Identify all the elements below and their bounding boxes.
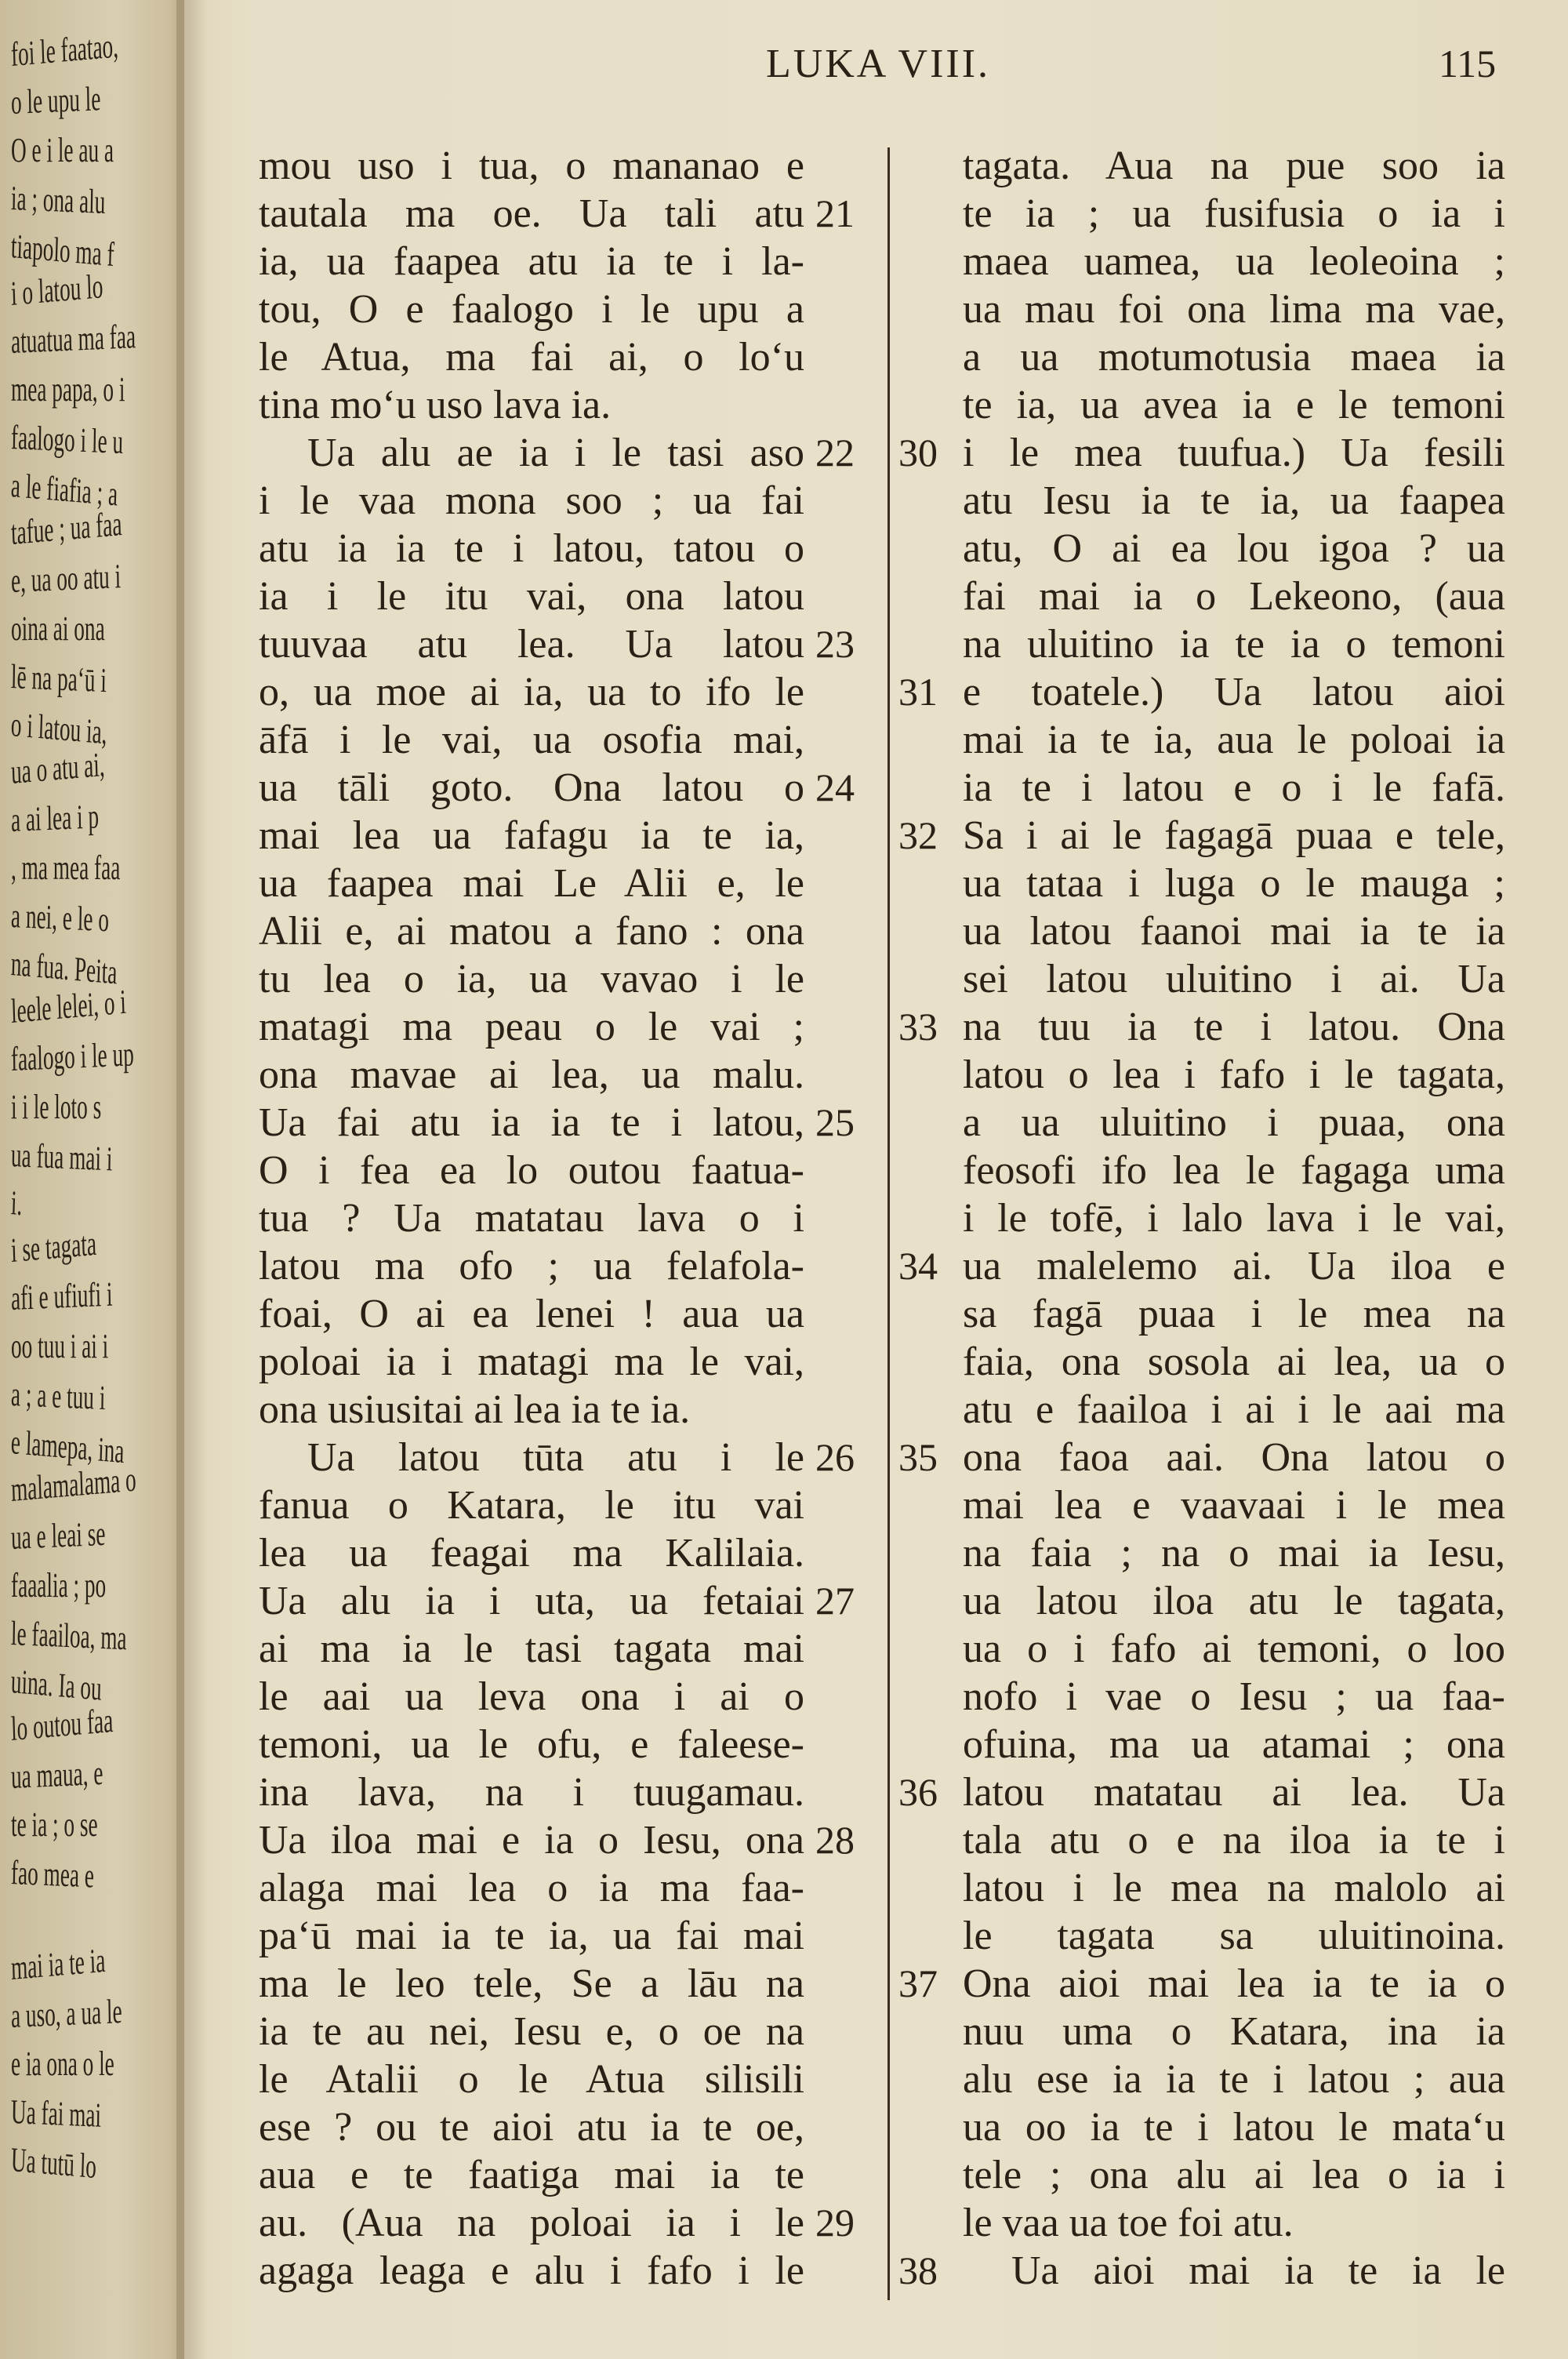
text-line: latou ma ofo ; ua felafola-: [259, 1244, 804, 1289]
text-line: matagi ma peau o le vai ;: [259, 1005, 804, 1049]
text-line: ua o i fafo ai temoni, o loo: [963, 1627, 1505, 1671]
text-line: faia, ona sosola ai lea, ua o: [963, 1339, 1505, 1384]
text-line: ona mavae ai lea, ua malu.: [259, 1052, 804, 1097]
text-line: mai lea ua fafagu ia te ia,: [259, 813, 804, 858]
facing-page-fragment: ua e leai se: [10, 1514, 106, 1557]
facing-page-fragment: i.: [10, 1183, 24, 1223]
left-text-column: [259, 142, 855, 2295]
text-line: temoni, ua le ofu, e faleese-: [259, 1722, 804, 1767]
facing-page-fragment: ua o atu ai,: [10, 744, 106, 791]
text-line: Ua iloa mai e ia o Iesu, ona: [259, 1818, 804, 1863]
verse-number: 35: [898, 1435, 938, 1479]
text-line: a ua motumotusia maea ia: [963, 335, 1505, 380]
verse-number: 25: [815, 1100, 855, 1144]
facing-page-fragment: faaalia ; po: [11, 1566, 107, 1605]
facing-page-fragment: e ia ona o le: [11, 2045, 114, 2083]
text-line: e toatele.) Ua latou aioi: [963, 670, 1505, 714]
text-line: ua oo ia te i latou le mata‘u: [963, 2105, 1505, 2150]
facing-page-fragment: le faailoa, ma: [10, 1614, 128, 1658]
text-line: tua ? Ua matatau lava o i: [259, 1196, 804, 1241]
text-line: mai ia te ia, aua le poloai ia: [963, 718, 1505, 762]
text-line: tuuvaa atu lea. Ua latou: [259, 622, 804, 667]
facing-page-fragment: faalogo i le u: [10, 418, 124, 462]
text-line: agaga leaga e alu i fafo i le: [259, 2248, 804, 2293]
text-line: tina mo‘u uso lava ia.: [259, 383, 612, 427]
facing-page-fragment: Ua fai mai: [10, 2092, 102, 2135]
facing-page-fragment: ia ; ona alu: [10, 179, 106, 222]
verse-number: 30: [898, 431, 938, 474]
verse-number: 31: [898, 670, 938, 714]
text-line: ua mau foi ona lima ma vae,: [963, 287, 1505, 332]
text-line: Ona aioi mai lea ia te ia o: [963, 1961, 1505, 2006]
facing-page-fragment: mai ia te ia: [10, 1940, 107, 1987]
text-line: tagata. Aua na pue soo ia: [963, 144, 1505, 188]
verse-number: 26: [815, 1435, 855, 1479]
text-line: ia te au nei, Iesu e, o oe na: [259, 2009, 804, 2054]
text-line: latou i le mea na malolo ai: [963, 1866, 1505, 1910]
text-line: au. (Aua na poloai ia i le: [259, 2201, 804, 2245]
column-divider: [887, 147, 890, 2300]
verse-number: 36: [898, 1770, 938, 1814]
text-line: ofuina, ma ua atamai ; ona: [963, 1722, 1505, 1767]
text-line: pa‘ū mai ia te ia, ua fai mai: [259, 1914, 804, 1958]
text-line: sei latou uluitino i ai. Ua: [963, 957, 1505, 1001]
facing-page-fragment: mea papa, o i: [11, 370, 125, 409]
verse-number: 38: [898, 2248, 938, 2292]
text-line: Ua alu ae ia i le tasi aso: [307, 431, 804, 475]
text-line: tala atu o e na iloa ia te i: [963, 1818, 1505, 1863]
text-line: le Atalii o le Atua silisili: [259, 2057, 804, 2102]
facing-page-fragment: uina. Ia ou: [10, 1662, 103, 1708]
text-line: i le mea tuufua.) Ua fesili: [963, 431, 1505, 475]
text-line: poloai ia i matagi ma le vai,: [259, 1339, 804, 1384]
text-line: Ua latou tūta atu i le: [307, 1435, 804, 1480]
text-line: a ua uluitino i puaa, ona: [963, 1100, 1505, 1145]
facing-page-fragment: fao mea e: [10, 1853, 95, 1896]
facing-page-fragment: lē na pa‘ū i: [10, 657, 107, 700]
facing-page-fragment: e lamepa, ina: [10, 1423, 125, 1471]
facing-page-fragment: a ai lea i p: [10, 797, 100, 839]
facing-page-fragment: na fua. Peita: [10, 944, 118, 992]
facing-page-fragment: afi e ufiufi i: [10, 1274, 113, 1318]
verse-number: 28: [815, 1818, 855, 1862]
text-line: ua faapea mai Le Alii e, le: [259, 861, 804, 906]
text-line: Alii e, ai matou a fano : ona: [259, 909, 804, 954]
verse-number: 32: [898, 813, 938, 857]
facing-page-fragment: O e i le au a: [11, 131, 114, 169]
facing-page-fragment: a ; a e tuu i: [10, 1375, 106, 1418]
text-line: ia i le itu vai, ona latou: [259, 574, 804, 619]
facing-page-fragment: a uso, a ua le: [10, 1992, 122, 2035]
verse-number: 24: [815, 765, 855, 809]
text-line: mai lea e vaavaai i le mea: [963, 1483, 1505, 1528]
text-line: na uluitino ia te ia o temoni: [963, 622, 1505, 667]
text-line: alaga mai lea o ia ma faa-: [259, 1866, 804, 1910]
text-line: atu ia ia te i latou, tatou o: [259, 526, 804, 571]
text-line: maea uamea, ua leoleoina ;: [963, 239, 1505, 284]
text-line: le tagata sa uluitinoina.: [963, 1914, 1505, 1958]
verse-number: 21: [815, 191, 855, 235]
facing-page-fragment: o i latou ia,: [10, 705, 108, 752]
text-line: ua tāli goto. Ona latou o: [259, 765, 804, 810]
facing-page-fragment: tiapolo ma f: [10, 227, 115, 274]
text-line: alu ese ia ia te i latou ; aua: [963, 2057, 1505, 2102]
text-line: tele ; ona alu ai lea o ia i: [963, 2153, 1505, 2197]
text-line: le aai ua leva ona i ai o: [259, 1674, 804, 1719]
text-line: te ia, ua avea ia e le temoni: [963, 383, 1505, 427]
text-line: mou uso i tua, o mananao e: [259, 144, 804, 188]
text-line: atu Iesu ia te ia, ua faapea: [963, 478, 1505, 523]
text-line: ona faoa aai. Ona latou o: [963, 1435, 1505, 1480]
text-line: foai, O ai ea lenei ! aua ua: [259, 1292, 804, 1336]
text-line: Sa i ai le fagagā puaa e tele,: [963, 813, 1505, 858]
facing-page-fragment: atuatua ma faa: [10, 317, 136, 361]
text-line: atu, O ai ea lou igoa ? ua: [963, 526, 1505, 571]
facing-page-edge: [0, 0, 184, 2359]
text-line: feosofi ifo lea le fagaga uma: [963, 1148, 1505, 1193]
text-line: latou matatau ai lea. Ua: [963, 1770, 1505, 1815]
text-line: lea ua feagai ma Kalilaia.: [259, 1531, 804, 1576]
text-line: Ua alu ia i uta, ua fetaiai: [259, 1579, 804, 1623]
text-line: O i fea ea lo outou faatua-: [259, 1148, 804, 1193]
text-line: ina lava, na i tuugamau.: [259, 1770, 804, 1815]
page-number: 115: [1439, 42, 1497, 85]
text-line: nuu uma o Katara, ina ia: [963, 2009, 1505, 2054]
text-line: na tuu ia te i latou. Ona: [963, 1005, 1505, 1049]
text-line: ua latou iloa atu le tagata,: [963, 1579, 1505, 1623]
text-line: tu lea o ia, ua vavao i le: [259, 957, 804, 1001]
facing-page-fragment: leele lelei, o i: [10, 982, 127, 1030]
verse-number: 29: [815, 2201, 855, 2245]
text-line: ua latou faanoi mai ia te ia: [963, 909, 1505, 954]
text-line: te ia ; ua fusifusia o ia i: [963, 191, 1505, 236]
facing-page-fragment: o le upu le: [10, 79, 101, 122]
facing-page-fragment: i o latou lo: [10, 267, 104, 313]
facing-page-fragment: a nei, e le o: [10, 896, 110, 940]
text-line: ese ? ou te aioi atu ia te oe,: [259, 2105, 804, 2150]
text-line: ma le leo tele, Se a lāu na: [259, 1961, 804, 2006]
facing-page-fragment: i se tagata: [10, 1223, 97, 1270]
text-line: sa fagā puaa i le mea na: [963, 1292, 1505, 1336]
verse-number: 37: [898, 1961, 938, 2005]
facing-page-fragment: oo tuu i ai i: [11, 1327, 109, 1365]
text-line: ai ma ia le tasi tagata mai: [259, 1627, 804, 1671]
facing-page-fragment: tafue ; ua faa: [10, 504, 123, 552]
book-gutter-shadow: [176, 0, 208, 2359]
text-line: ia, ua faapea atu ia te i la-: [259, 239, 804, 284]
right-text-column: [898, 142, 1505, 2295]
verse-number: 23: [815, 622, 855, 666]
text-line: na faia ; na o mai ia Iesu,: [963, 1531, 1505, 1576]
text-line: ua malelemo ai. Ua iloa e: [963, 1244, 1505, 1289]
facing-page-fragment: faalogo i le up: [10, 1034, 135, 1078]
text-line: āfā i le vai, ua osofia mai,: [259, 718, 804, 762]
text-line: i le vaa mona soo ; ua fai: [259, 478, 804, 523]
text-line: tou, O e faalogo i le upu a: [259, 287, 804, 332]
facing-page-fragment: oina ai ona: [11, 609, 105, 648]
text-line: o, ua moe ai ia, ua to ifo le: [259, 670, 804, 714]
running-header-title: LUKA VIII.: [765, 42, 991, 86]
facing-page-fragment: i i le loto s: [11, 1088, 102, 1126]
text-line: latou o lea i fafo i le tagata,: [963, 1052, 1505, 1097]
text-line: aua e te faatiga mai ia te: [259, 2153, 804, 2197]
facing-page-fragment: te ia ; o se: [11, 1805, 98, 1844]
text-line: ona usiusitai ai lea ia te ia.: [259, 1387, 691, 1432]
text-line: le vaa ua toe foi atu.: [963, 2201, 1294, 2245]
facing-page-fragment: a le fiafia ; a: [10, 466, 118, 514]
text-line: Ua aioi mai ia te ia le: [1011, 2248, 1505, 2293]
text-line: Ua fai atu ia ia te i latou,: [259, 1100, 804, 1145]
facing-page-fragment: e, ua oo atu i: [10, 557, 122, 600]
facing-page-fragment: lo outou faa: [10, 1701, 114, 1748]
facing-page-fragment: ua maua, e: [10, 1754, 103, 1796]
verse-number: 22: [815, 431, 855, 474]
text-line: fanua o Katara, le itu vai: [259, 1483, 804, 1528]
facing-page-fragment: Ua tutū lo: [10, 2140, 97, 2186]
text-line: fai mai ia o Lekeono, (aua: [963, 574, 1505, 619]
text-line: atu e faailoa i ai i le aai ma: [963, 1387, 1505, 1432]
text-line: le Atua, ma fai ai, o lo‘u: [259, 335, 804, 380]
facing-page-fragment: malamalama o: [10, 1459, 137, 1509]
text-line: i le tofē, i lalo lava i le vai,: [963, 1196, 1505, 1241]
facing-page-fragment: , ma mea faa: [11, 849, 121, 887]
text-line: nofo i vae o Iesu ; ua faa-: [963, 1674, 1505, 1719]
facing-page-fragment: foi le faatao,: [10, 26, 119, 74]
text-line: ia te i latou e o i le fafā.: [963, 765, 1505, 810]
text-line: ua tataa i luga o le mauga ;: [963, 861, 1505, 906]
facing-page-fragment: ua fua mai i: [10, 1136, 113, 1179]
verse-number: 34: [898, 1244, 938, 1288]
verse-number: 27: [815, 1579, 855, 1623]
verse-number: 33: [898, 1005, 938, 1049]
text-line: tautala ma oe. Ua tali atu: [259, 191, 804, 236]
